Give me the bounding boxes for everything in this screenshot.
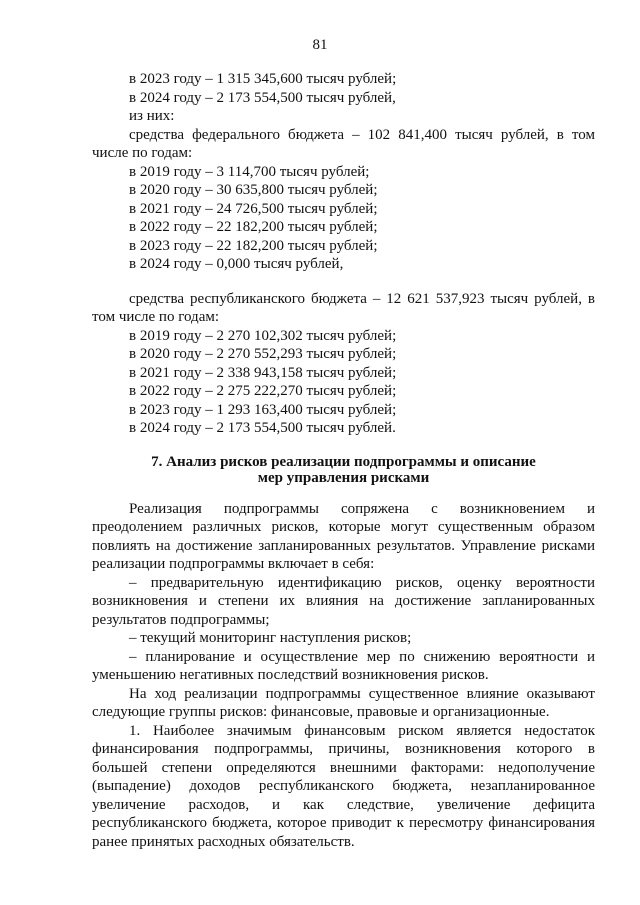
republic-year-line: в 2020 году – 2 270 552,293 тысяч рублей; xyxy=(129,346,397,362)
page-number: 81 xyxy=(312,37,328,53)
federal-year-line: в 2021 году – 24 726,500 тысяч рублей; xyxy=(129,200,378,217)
body-paragraph: – текущий мониторинг наступления рисков; xyxy=(129,630,412,646)
federal-year-line: в 2022 году – 22 182,200 тысяч рублей; xyxy=(129,219,378,235)
body-paragraph: Реализация подпрограммы сопряжена с возникновением и преодолением различных рисков, которые могут существенным образом повлиять на достижение запланированных результатов. Управление рисками реализации подпрограммы включает в себя: xyxy=(92,500,595,572)
federal-year-line: в 2020 году – 30 635,800 тысяч рублей; xyxy=(129,182,378,198)
section-heading-line: мер управления рисками xyxy=(257,469,430,486)
body-paragraph: – планирование и осуществление мер по снижению вероятности и уменьшению негативных последствий возникновения рисков. xyxy=(92,648,595,683)
text-line: из них: xyxy=(129,108,175,124)
federal-year-line: в 2019 году – 3 114,700 тысяч рублей; xyxy=(129,163,370,180)
body-paragraph: На ход реализации подпрограммы существенное влияние оказывают следующие группы рисков: финансовые, правовые и организационные. xyxy=(92,685,595,720)
federal-year-line: в 2023 году – 22 182,200 тысяч рублей; xyxy=(129,237,378,254)
page-content xyxy=(92,70,595,851)
text-line: в 2024 году – 2 173 554,500 тысяч рублей, xyxy=(129,89,396,106)
federal-year-line: в 2024 году – 0,000 тысяч рублей, xyxy=(129,256,344,272)
body-paragraph: 1. Наиболее значимым финансовым риском является недостаток финансирования подпрограммы, причины, возникновения которого в большей степени определяются внешними факторами: недополучение (выпадение) доходов республиканского бюджета, незапланированное увеличение расходов, и как следствие, увеличение дефицита республиканского бюджета, которое приводит к пересмотру финансирования ранее принятых расходных обязательств. xyxy=(92,722,595,850)
republic-year-line: в 2021 году – 2 338 943,158 тысяч рублей; xyxy=(129,364,397,381)
body-paragraph: – предварительную идентификацию рисков, оценку вероятности возникновения и степени их влияния на достижение запланированных результатов подпрограммы; xyxy=(92,574,595,628)
republic-budget-intro: средства республиканского бюджета – 12 621 537,923 тысяч рублей, в том числе по годам: xyxy=(92,290,595,325)
blank-line xyxy=(92,274,595,290)
republic-year-line: в 2024 году – 2 173 554,500 тысяч рублей. xyxy=(129,420,396,436)
republic-year-line: в 2022 году – 2 275 222,270 тысяч рублей; xyxy=(129,383,397,399)
republic-year-line: в 2023 году – 1 293 163,400 тысяч рублей; xyxy=(129,401,397,418)
section-heading xyxy=(92,454,595,486)
republic-year-line: в 2019 году – 2 270 102,302 тысяч рублей; xyxy=(129,327,397,344)
section-heading-line: 7. Анализ рисков реализации подпрограммы и описание xyxy=(151,453,536,470)
federal-budget-intro: средства федерального бюджета – 102 841,400 тысяч рублей, в том числе по годам: xyxy=(92,126,595,161)
text-line: в 2023 году – 1 315 345,600 тысяч рублей; xyxy=(129,71,397,87)
